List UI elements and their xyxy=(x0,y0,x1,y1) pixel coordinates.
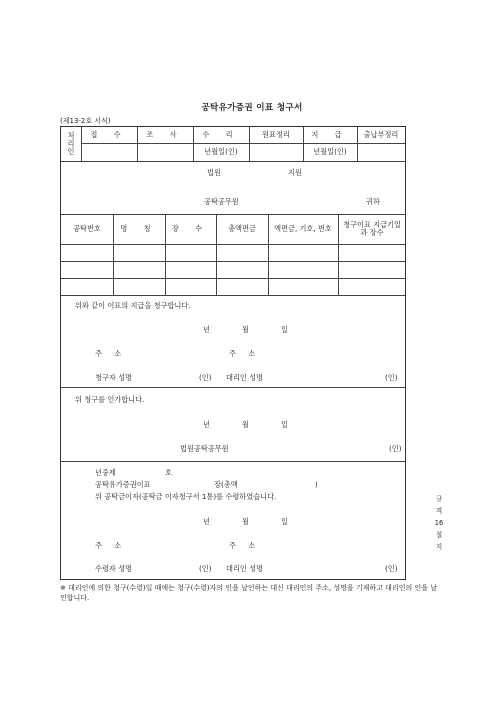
paper-size-char: 지 xyxy=(435,543,443,551)
branch-label: 지원 xyxy=(288,168,302,177)
receiver-name-label: 수령자 성명 xyxy=(95,564,133,573)
honorific-label: 귀하 xyxy=(366,197,380,206)
request-date-month: 월 xyxy=(242,325,249,334)
officer-label: 공탁공무원 xyxy=(204,197,239,206)
col-deposit-number: 공탁번호 xyxy=(73,223,101,233)
col-count: 장 수 xyxy=(171,223,210,233)
request-date-day: 일 xyxy=(281,325,288,334)
approval-seal: (인) xyxy=(389,444,402,453)
receipt-date-day: 일 xyxy=(281,517,288,526)
header-receipt: 접 수 xyxy=(90,129,128,139)
footnote: ※ 대리인에 의한 청구(수령)일 때에는 청구(수령)자의 인을 날인하는 대신 대리인의 주소, 성명을 기재하고 대리인의 인을 날인합니다. xyxy=(60,584,437,602)
paper-size-char: 격 xyxy=(435,507,443,515)
paper-size-char: 규 xyxy=(435,495,443,503)
receipt-number-suffix: 호 xyxy=(165,468,172,477)
processing-label-char: 인 xyxy=(67,147,75,156)
receipt-date-year: 년 xyxy=(203,517,210,526)
agent-seal: (인) xyxy=(385,373,398,382)
receipt-sheets-total: 장(총액 xyxy=(214,480,238,489)
approval-date-day: 일 xyxy=(281,420,288,429)
approval-date-year: 년 xyxy=(203,420,210,429)
approval-date-month: 월 xyxy=(242,420,249,429)
agent-name-label: 대리인 성명 xyxy=(226,373,264,382)
header-acceptance: 수 리 xyxy=(202,129,240,139)
header-payment: 지 급 xyxy=(311,129,349,139)
processing-label xyxy=(61,127,81,161)
claimant-seal: (인) xyxy=(199,373,212,382)
receipt-year-number: 년중제 xyxy=(95,468,116,477)
paper-size-char: 절 xyxy=(435,531,443,539)
paper-size-char: 16 xyxy=(434,519,444,527)
request-date-year: 년 xyxy=(203,325,210,334)
processing-label-char: 처 xyxy=(67,131,75,140)
processing-label-char: 리 xyxy=(67,139,75,148)
col-total-face-value: 총액면금 xyxy=(228,223,256,233)
receipt-agent-name-label: 대리인 성명 xyxy=(226,564,264,573)
receipt-statement: 위 공탁금이자(공탁금 이자청구서 1통)를 수령하였습니다. xyxy=(95,492,277,501)
header-inspection: 조 사 xyxy=(146,129,184,139)
date-seal-label: 년월일(인) xyxy=(204,146,238,156)
approval-officer: 법원공탁공무원 xyxy=(180,444,229,453)
paper-size-note xyxy=(432,493,446,553)
col-face-value-symbol-number: 액면금, 기호, 번호 xyxy=(274,223,332,233)
date-seal-label: 년월일(인) xyxy=(313,146,347,156)
receipt-total-close: ) xyxy=(315,480,318,489)
agent-address-label: 주 소 xyxy=(229,349,261,358)
col-coupon-date-count: 청구이표 지급기일과 장수 xyxy=(343,219,401,237)
receipt-agent-seal: (인) xyxy=(385,564,398,573)
claimant-address-label: 주 소 xyxy=(95,349,127,358)
request-statement: 위와 같이 이표의 지급을 청구합니다. xyxy=(75,301,191,310)
approval-statement: 위 청구를 인가합니다. xyxy=(75,395,145,404)
form-frame xyxy=(60,126,406,580)
receiver-address-label: 주 소 xyxy=(95,541,127,550)
form-number: (제13-2호 서식) xyxy=(60,117,111,125)
document-title: 공탁유가증권 이표 청구서 xyxy=(201,103,303,113)
col-name: 명 칭 xyxy=(120,223,158,233)
receipt-agent-address-label: 주 소 xyxy=(229,541,261,550)
claimant-name-label: 청구자 성명 xyxy=(95,373,133,382)
receipt-coupon-label: 공탁유가증권이표 xyxy=(95,480,151,489)
receiver-seal: (인) xyxy=(199,564,212,573)
receipt-date-month: 월 xyxy=(242,517,249,526)
header-cashbook-arrangement: 출납부정리 xyxy=(363,129,399,139)
court-label: 법원 xyxy=(207,168,221,177)
header-ledger-arrangement: 원표정리 xyxy=(262,129,290,139)
